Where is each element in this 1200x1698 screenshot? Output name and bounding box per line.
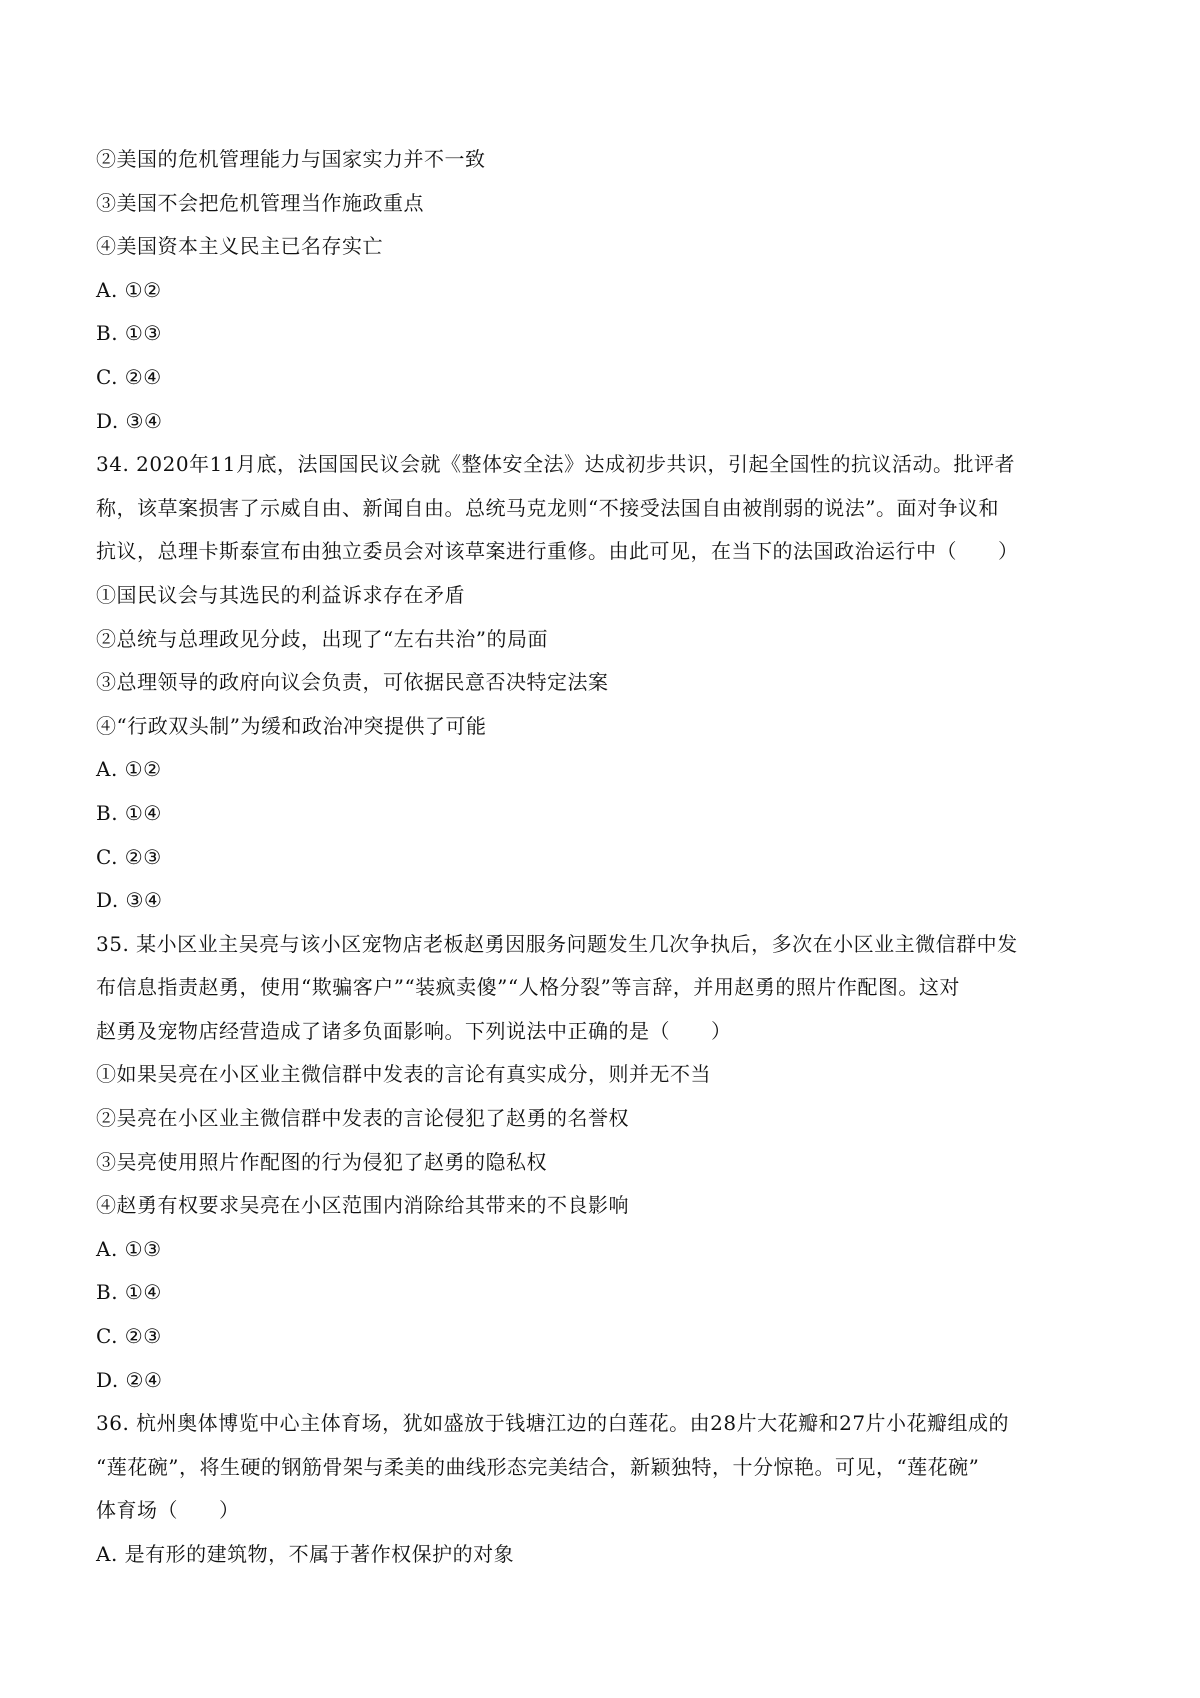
question-34-stem — [96, 443, 1106, 574]
statement-4: ④美国资本主义民主已名存实亡 — [96, 234, 383, 259]
option-d: D. ③④ — [96, 408, 163, 433]
question-35 — [96, 923, 1106, 1403]
statement-2: ②总统与总理政见分歧，出现了“左右共治”的局面 — [96, 626, 548, 651]
statement-3: ③吴亮使用照片作配图的行为侵犯了赵勇的隐私权 — [96, 1149, 547, 1174]
stem-line: 34. 2020年11月底，法国国民议会就《整体安全法》达成初步共识，引起全国性的抗议活动。批评者 — [96, 452, 1016, 477]
question-34 — [96, 443, 1106, 923]
stem-line: “莲花碗”，将生硬的钢筋骨架与柔美的曲线形态完美结合，新颖独特，十分惊艳。可见，“莲花碗” — [96, 1454, 980, 1479]
statement-1: ①国民议会与其选民的利益诉求存在矛盾 — [96, 582, 465, 607]
stem-line: 赵勇及宠物店经营造成了诸多负面影响。下列说法中正确的是（ ） — [96, 1018, 732, 1043]
statement-4: ④“行政双头制”为缓和政治冲突提供了可能 — [96, 713, 487, 738]
option-b: B. ①④ — [96, 1280, 162, 1305]
question-36-stem — [96, 1402, 1106, 1533]
question-36 — [96, 1402, 1106, 1576]
document-page — [96, 138, 1106, 1577]
stem-line: 体育场（ ） — [96, 1498, 240, 1523]
stem-line: 35. 某小区业主吴亮与该小区宠物店老板赵勇因服务问题发生几次争执后，多次在小区业主微信群中发 — [96, 931, 1018, 956]
question-33-tail — [96, 138, 1106, 443]
statement-4: ④赵勇有权要求吴亮在小区范围内消除给其带来的不良影响 — [96, 1193, 629, 1218]
question-35-stem — [96, 923, 1106, 1054]
option-a: A. ①② — [96, 757, 162, 782]
statement-2: ②吴亮在小区业主微信群中发表的言论侵犯了赵勇的名誉权 — [96, 1106, 629, 1131]
option-b: B. ①③ — [96, 321, 162, 346]
option-c: C. ②④ — [96, 364, 162, 389]
stem-line: 布信息指责赵勇，使用“欺骗客户”“装疯卖傻”“人格分裂”等言辞，并用赵勇的照片作配图。这对 — [96, 975, 960, 1000]
statement-1: ①如果吴亮在小区业主微信群中发表的言论有真实成分，则并无不当 — [96, 1062, 711, 1087]
option-b: B. ①④ — [96, 800, 162, 825]
option-c: C. ②③ — [96, 1324, 162, 1349]
option-a: A. 是有形的建筑物，不属于著作权保护的对象 — [96, 1542, 515, 1566]
option-d: D. ③④ — [96, 888, 163, 913]
statement-3: ③美国不会把危机管理当作施政重点 — [96, 190, 424, 215]
option-a: A. ①② — [96, 277, 162, 302]
option-a: A. ①③ — [96, 1236, 162, 1261]
stem-line: 称，该草案损害了示威自由、新闻自由。总统马克龙则“不接受法国自由被削弱的说法”。面对争议和 — [96, 495, 999, 520]
stem-line: 抗议，总理卡斯泰宣布由独立委员会对该草案进行重修。由此可见，在当下的法国政治运行中（ ） — [96, 539, 1019, 564]
stem-line: 36. 杭州奥体博览中心主体育场，犹如盛放于钱塘江边的白莲花。由28片大花瓣和27片小花瓣组成的 — [96, 1411, 1010, 1436]
statement-2: ②美国的危机管理能力与国家实力并不一致 — [96, 147, 486, 171]
option-c: C. ②③ — [96, 844, 162, 869]
statement-3: ③总理领导的政府向议会负责，可依据民意否决特定法案 — [96, 670, 609, 695]
option-d: D. ②④ — [96, 1367, 163, 1392]
